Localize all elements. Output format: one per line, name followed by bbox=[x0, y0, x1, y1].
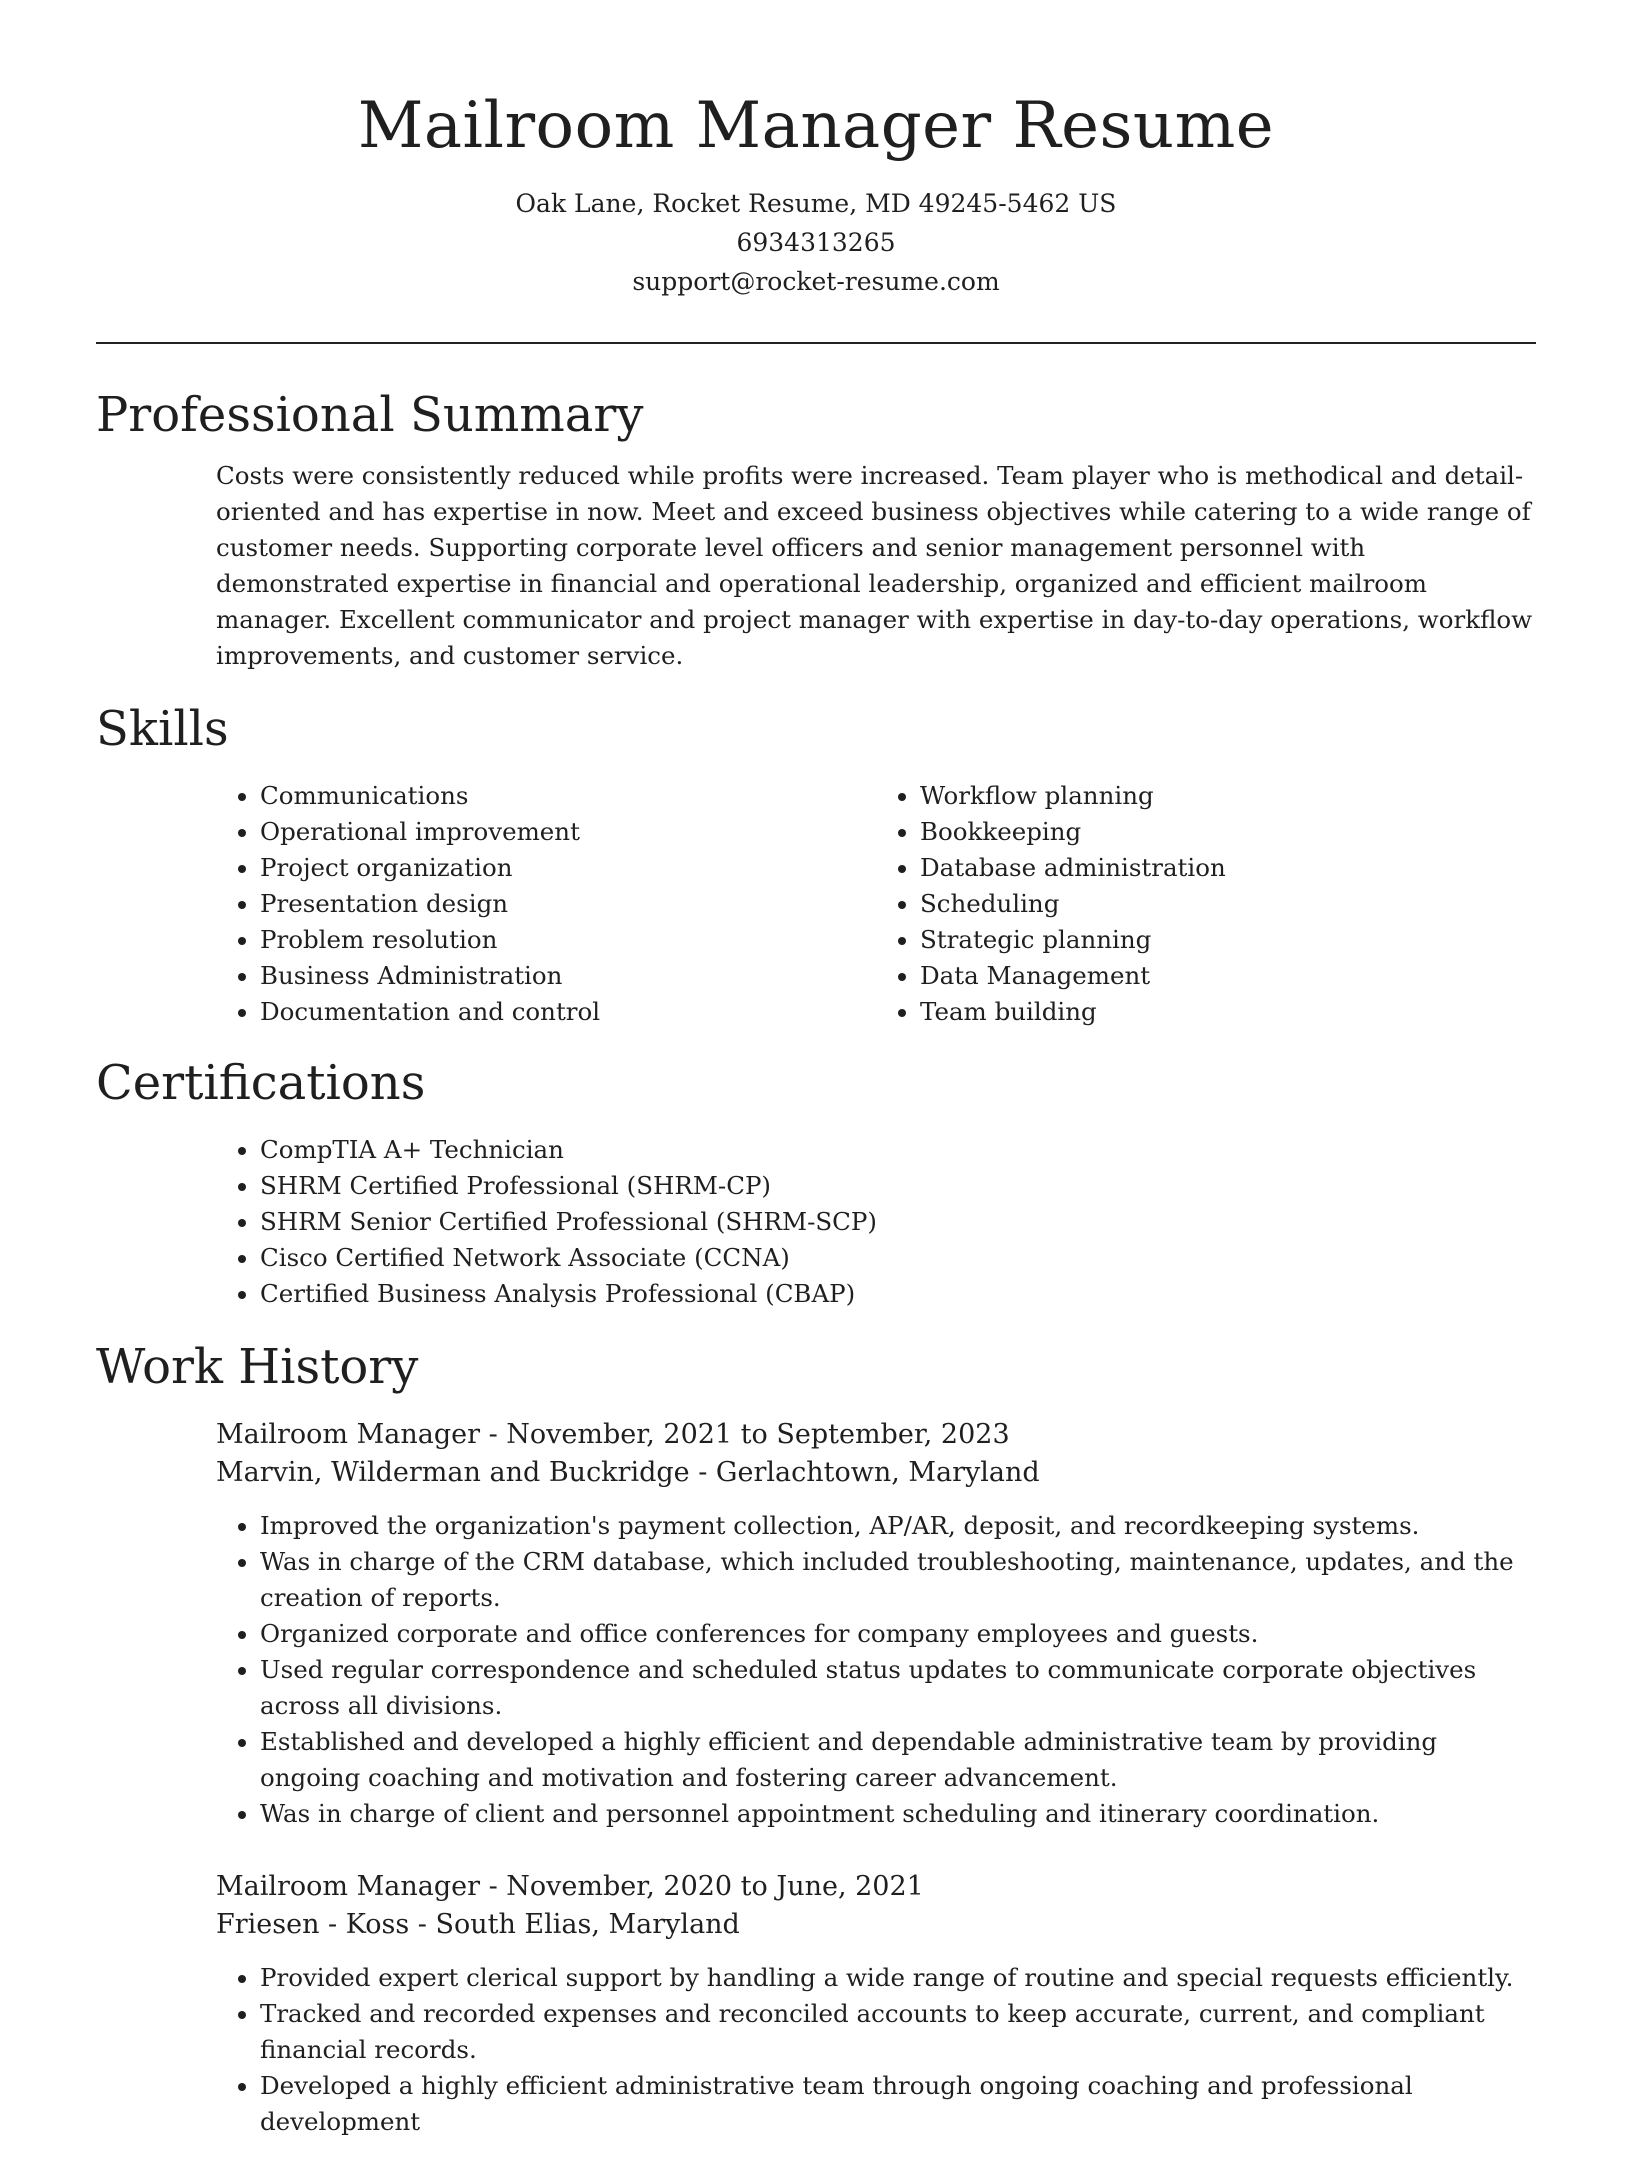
contact-phone: 6934313265 bbox=[736, 228, 896, 257]
header-divider bbox=[96, 342, 1536, 344]
skill-item: • Team building bbox=[920, 994, 1536, 1030]
contact-email: support@rocket-resume.com bbox=[632, 267, 1000, 296]
job-bullet: • Used regular correspondence and scheduled status updates to communicate corporate objectives across all divisions. bbox=[260, 1652, 1536, 1724]
skill-item: • Communications bbox=[260, 778, 876, 814]
job-title-line: Mailroom Manager - November, 2020 to June, 2021 bbox=[216, 1871, 924, 1902]
job-bullet: • Tracked and recorded expenses and reconciled accounts to keep accurate, current, and compliant financial records. bbox=[260, 1996, 1536, 2068]
job-bullet: • Improved the organization's payment collection, AP/AR, deposit, and recordkeeping systems. bbox=[260, 1508, 1536, 1544]
job-entry bbox=[216, 1416, 1536, 1832]
skill-item: • Scheduling bbox=[920, 886, 1536, 922]
resume-title: Mailroom Manager Resume bbox=[357, 89, 1275, 163]
work-history-heading: Work History bbox=[96, 1339, 419, 1395]
skill-item: • Workflow planning bbox=[920, 778, 1536, 814]
job-bullets bbox=[216, 1508, 1536, 1832]
skill-item: • Project organization bbox=[260, 850, 876, 886]
job-bullet: • Developed a highly efficient administrative team through ongoing coaching and professional development bbox=[260, 2068, 1536, 2140]
skill-item: • Operational improvement bbox=[260, 814, 876, 850]
skills-list-right bbox=[876, 778, 1536, 1030]
skills-section bbox=[96, 694, 1536, 1030]
job-bullet: • Established and developed a highly efficient and dependable administrative team by providing ongoing coaching and motivation and fostering career advancement. bbox=[260, 1724, 1536, 1796]
job-company-line: Marvin, Wilderman and Buckridge - Gerlachtown, Maryland bbox=[216, 1457, 1040, 1488]
skills-list-left bbox=[216, 778, 876, 1030]
certifications-section bbox=[96, 1048, 1536, 1312]
certification-item: • Cisco Certified Network Associate (CCNA) bbox=[260, 1240, 1536, 1276]
skill-item: • Data Management bbox=[920, 958, 1536, 994]
contact-address: Oak Lane, Rocket Resume, MD 49245-5462 US bbox=[515, 189, 1117, 218]
job-company-line: Friesen - Koss - South Elias, Maryland bbox=[216, 1909, 740, 1940]
skill-item: • Presentation design bbox=[260, 886, 876, 922]
skill-item: • Database administration bbox=[920, 850, 1536, 886]
summary-heading: Professional Summary bbox=[96, 387, 644, 443]
job-bullets bbox=[216, 1960, 1536, 2140]
certification-item: • Certified Business Analysis Professional (CBAP) bbox=[260, 1276, 1536, 1312]
certification-item: • CompTIA A+ Technician bbox=[260, 1132, 1536, 1168]
contact-info bbox=[0, 184, 1632, 301]
resume-header bbox=[0, 0, 1632, 301]
skill-item: • Problem resolution bbox=[260, 922, 876, 958]
certifications-heading: Certifications bbox=[96, 1055, 426, 1111]
skill-item: • Strategic planning bbox=[920, 922, 1536, 958]
work-history-section bbox=[96, 1332, 1536, 2140]
job-title-line: Mailroom Manager - November, 2021 to September, 2023 bbox=[216, 1419, 1010, 1450]
certifications-list bbox=[216, 1132, 1536, 1312]
certification-item: • SHRM Senior Certified Professional (SHRM-SCP) bbox=[260, 1204, 1536, 1240]
job-entry bbox=[216, 1868, 1536, 2140]
resume-content bbox=[96, 380, 1536, 2176]
skill-item: • Bookkeeping bbox=[920, 814, 1536, 850]
summary-section bbox=[96, 380, 1536, 674]
summary-text: Costs were consistently reduced while profits were increased. Team player who is methodical and detail-oriented and has expertise in now. Meet and exceed business objectives while catering to a wide range of customer needs. Supporting corporate level officers and senior management personnel with demonstrated expertise in financial and operational leadership, organized and efficient mailroom manager. Excellent communicator and project manager with expertise in day-to-day operations, workflow improvements, and customer service. bbox=[216, 461, 1533, 670]
certification-item: • SHRM Certified Professional (SHRM-CP) bbox=[260, 1168, 1536, 1204]
job-bullet: • Provided expert clerical support by handling a wide range of routine and special requests efficiently. bbox=[260, 1960, 1536, 1996]
skills-columns bbox=[96, 778, 1536, 1030]
job-bullet: • Organized corporate and office conferences for company employees and guests. bbox=[260, 1616, 1536, 1652]
skill-item: • Documentation and control bbox=[260, 994, 876, 1030]
skills-heading: Skills bbox=[96, 701, 229, 757]
job-bullet: • Was in charge of client and personnel appointment scheduling and itinerary coordination. bbox=[260, 1796, 1536, 1832]
job-bullet: • Was in charge of the CRM database, which included troubleshooting, maintenance, updates, and the creation of reports. bbox=[260, 1544, 1536, 1616]
skill-item: • Business Administration bbox=[260, 958, 876, 994]
